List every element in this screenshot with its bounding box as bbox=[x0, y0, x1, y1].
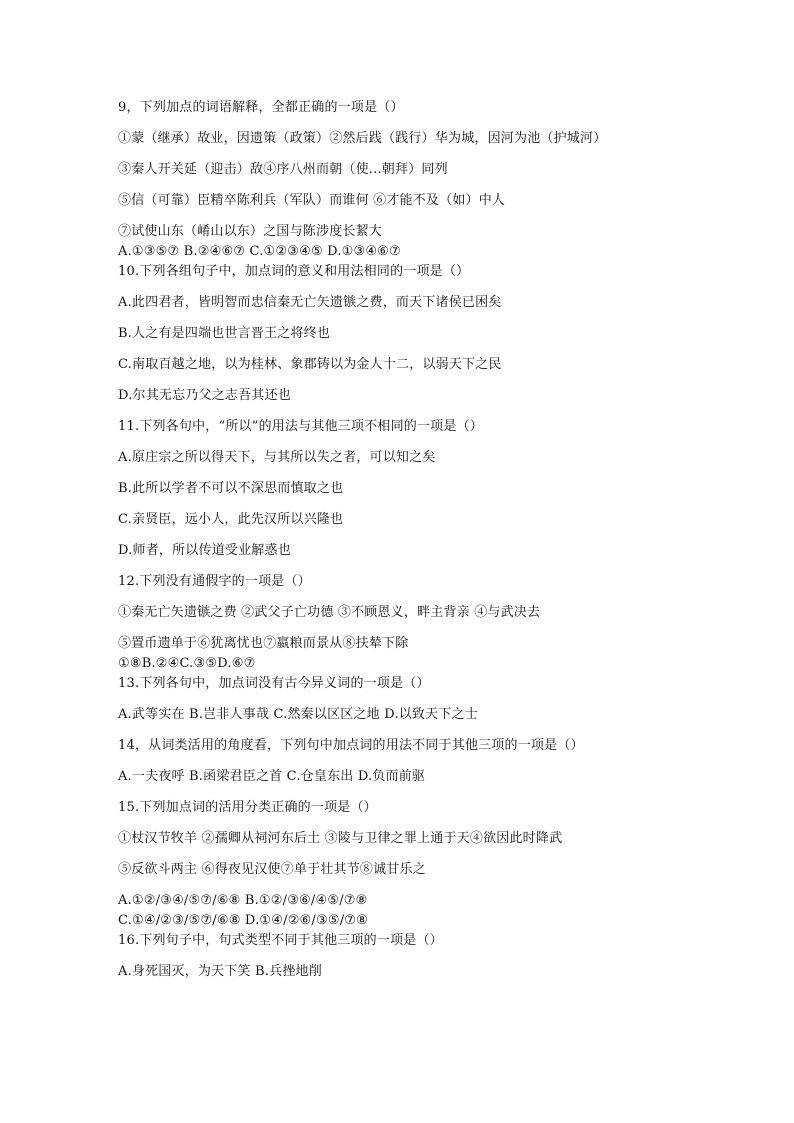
q14-stem: 14，从词类活用的角度看，下列句中加点词的用法不同于其他三项的一项是（） bbox=[118, 738, 584, 753]
q12-stem: 12.下列没有通假字的一项是（） bbox=[118, 574, 311, 589]
q15-stem: 15.下列加点词的活用分类正确的一项是（） bbox=[118, 800, 377, 815]
q9-item-3-4: ③秦人开关延（迎击）敌④序八州而朝（使...朝拜）同列 bbox=[118, 162, 448, 177]
q15-options-ab: A.①②/③④/⑤⑦/⑥⑧ B.①②/③⑥/④⑤/⑦⑧ bbox=[118, 893, 368, 908]
q9-item-5-6: ⑤信（可靠）臣精卒陈利兵（军队）而谁何 ⑥才能不及（如）中人 bbox=[118, 193, 506, 208]
q10-option-a: A.此四君者，皆明智而忠信秦无亡矢遗镞之费，而天下诸侯已困矣 bbox=[118, 295, 502, 310]
q9-item-1-2: ①蒙（继承）故业，因遗策（政策）②然后践（践行）华为城，因河为池（护城河） bbox=[118, 131, 607, 146]
q11-stem: 11.下列各句中，“所以”的用法与其他三项不相同的一项是（） bbox=[118, 419, 483, 434]
q11-option-b: B.此所以学者不可以不深思而慎取之也 bbox=[118, 481, 344, 496]
q13-stem: 13.下列各句中，加点词没有古今异义词的一项是（） bbox=[118, 676, 430, 691]
q11-option-d: D.师者，所以传道受业解惑也 bbox=[118, 543, 291, 558]
q15-items-5-8: ⑤反欲斗两主 ⑥得夜见汉使⑦单于壮其节⑧诚甘乐之 bbox=[118, 862, 426, 877]
q16-stem: 16.下列句子中，句式类型不同于其他三项的一项是（） bbox=[118, 933, 443, 948]
q10-option-b: B.人之有是四端也世言晋王之将终也 bbox=[118, 326, 331, 341]
q10-stem: 10.下列各组句子中，加点词的意义和用法相同的一项是（） bbox=[118, 264, 470, 279]
q12-options: ①⑧B.②④C.③⑤D.⑥⑦ bbox=[118, 656, 256, 671]
q15-items-1-4: ①杖汉节牧羊 ②孺卿从祠河东后土 ③陵与卫律之罪上通于天④欲因此时降武 bbox=[118, 831, 563, 846]
q12-items-5-8: ⑤置币遗单于⑥犹离忧也⑦嬴粮而景从⑧扶辇下除 bbox=[118, 636, 409, 651]
q9-options: A.①③⑤⑦ B.②④⑥⑦ C.①②③④⑤ D.①③④⑥⑦ bbox=[118, 244, 401, 259]
q11-option-c: C.亲贤臣，远小人，此先汉所以兴隆也 bbox=[118, 512, 344, 527]
q12-items-1-4: ①秦无亡矢遗镞之费 ②武父子亡功德 ③不顾恩义，畔主背亲 ④与武决去 bbox=[118, 605, 541, 620]
q15-options-cd: C.①④/②③/⑤⑦/⑥⑧ D.①④/②⑥/③⑤/⑦⑧ bbox=[118, 913, 368, 928]
q10-option-d: D.尔其无忘乃父之志吾其还也 bbox=[118, 388, 291, 403]
q14-options: A.一夫夜呼 B.函梁君臣之首 C.仓皇东出 D.负而前驱 bbox=[118, 769, 426, 784]
q9-item-7: ⑦试使山东（崤山以东）之国与陈涉度长絜大 bbox=[118, 224, 383, 239]
q9-stem: 9，下列加点的词语解释，全都正确的一项是（） bbox=[118, 100, 404, 115]
q13-options: A.武等实在 B.岂非人事哉 C.然秦以区区之地 D.以致天下之士 bbox=[118, 707, 478, 722]
q11-option-a: A.原庄宗之所以得天下，与其所以失之者，可以知之矣 bbox=[118, 450, 436, 465]
q10-option-c: C.南取百越之地，以为桂林、象郡铸以为金人十二，以弱天下之民 bbox=[118, 357, 502, 372]
q16-options: A.身死国灭，为天下笑 B.兵挫地削 bbox=[118, 964, 322, 979]
question-content bbox=[118, 100, 738, 980]
